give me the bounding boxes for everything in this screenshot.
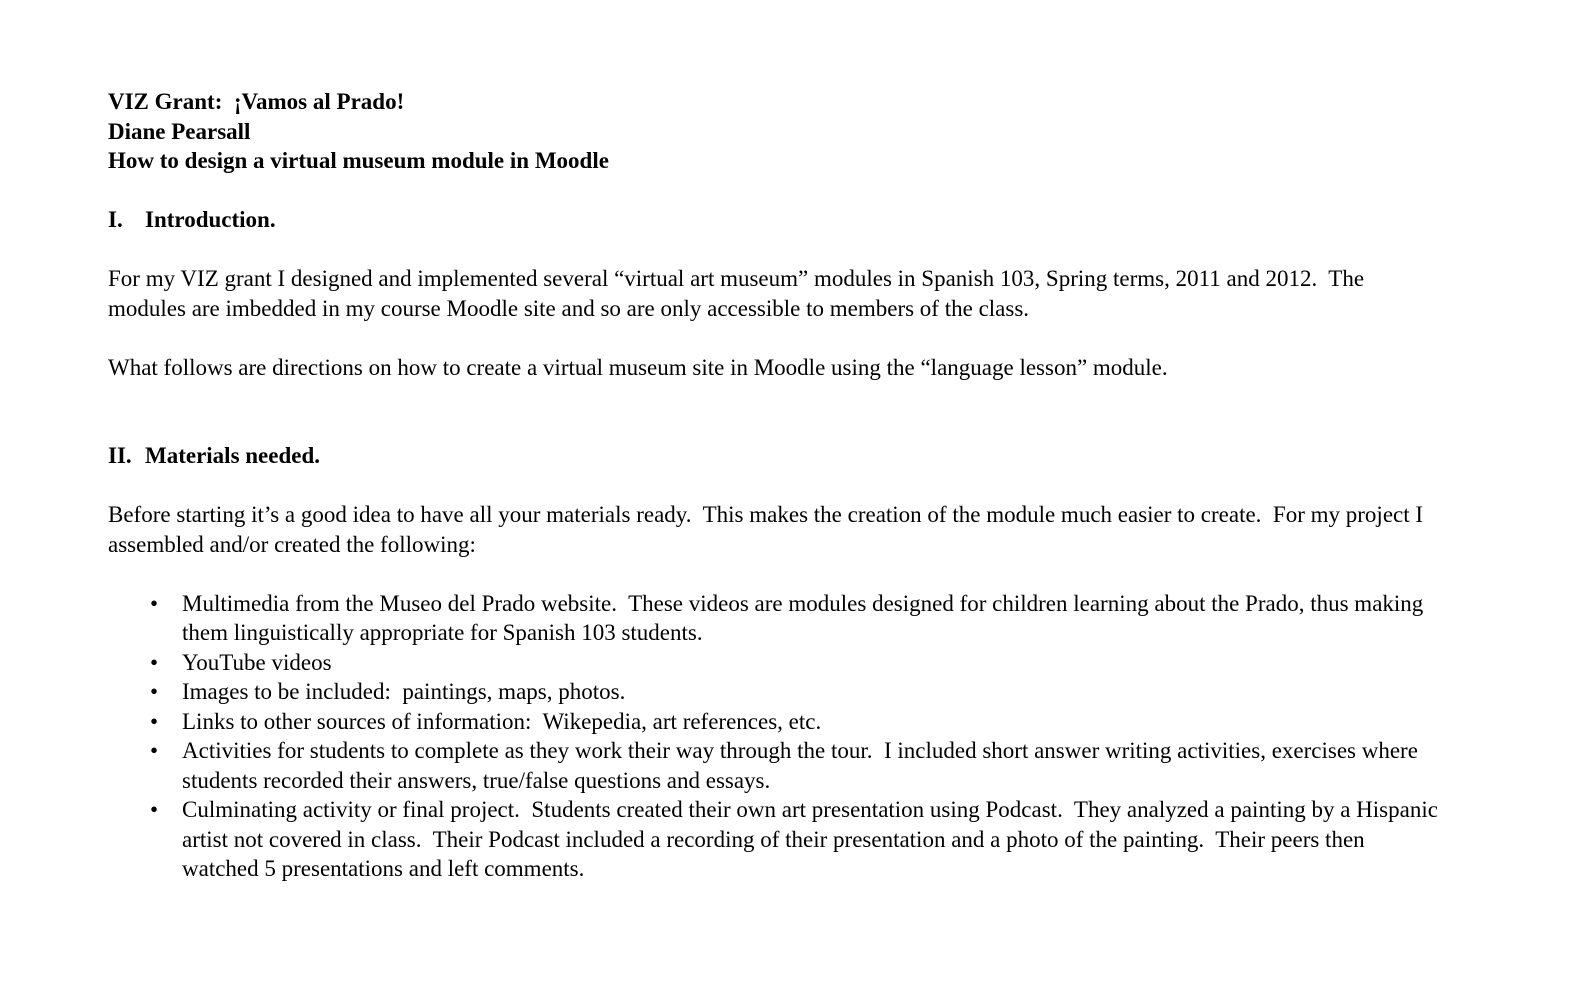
- section-1-numeral: I.: [108, 207, 123, 232]
- list-item-links: [108, 707, 1440, 737]
- list-item-youtube: [108, 648, 1440, 678]
- intro-paragraph-2: What follows are directions on how to create a virtual museum site in Moodle using the “language lesson” module.: [108, 354, 1168, 380]
- list-item-multimedia: [108, 589, 1440, 648]
- subtitle-line: How to design a virtual museum module in Moodle: [108, 148, 609, 173]
- section-2-heading: [108, 441, 1440, 471]
- list-item-text: Multimedia from the Museo del Prado website. These videos are modules designed for children learning about the Prado, thus making them linguistically appropriate for Spanish 103 students.: [182, 590, 1430, 645]
- materials-list: [108, 589, 1444, 884]
- bullet-icon: •: [150, 679, 159, 704]
- bullet-icon: •: [150, 738, 159, 763]
- section-2-numeral: II.: [108, 443, 132, 468]
- list-item-images: [108, 677, 1440, 707]
- bullet-icon: •: [150, 590, 159, 616]
- title-block: [108, 87, 1440, 176]
- list-item-activities: [108, 736, 1440, 795]
- list-item-text: Images to be included: paintings, maps, photos.: [182, 679, 626, 704]
- list-item-text: YouTube videos: [182, 649, 332, 675]
- section-2-title: Materials needed.: [145, 443, 321, 468]
- bullet-icon: •: [150, 797, 159, 822]
- document-content: [108, 87, 1444, 884]
- list-item-text: Culminating activity or final project. Students created their own art presentation using Podcast. They analyzed a painting by a Hispanic artist not covered in class. Their Podcast included a recording of their presentation and a photo of the painting. Their peers then watched 5 presentations and left comments.: [182, 797, 1444, 881]
- section-1-heading: [108, 205, 1440, 235]
- author-line: Diane Pearsall: [108, 118, 251, 144]
- section-1-title: Introduction.: [145, 207, 276, 232]
- grant-title-line: VIZ Grant: ¡Vamos al Prado!: [108, 89, 405, 114]
- list-item-text: Activities for students to complete as they work their way through the tour. I included short answer writing activities, exercises where students recorded their answers, true/false questions and essays.: [182, 738, 1424, 793]
- list-item-text: Links to other sources of information: Wikepedia, art references, etc.: [182, 708, 822, 734]
- intro-paragraph-1: For my VIZ grant I designed and implemented several “virtual art museum” modules in Spanish 103, Spring terms, 2011 and 2012. The modules are imbedded in my course Moodle site and so are only accessible to members of the class.: [108, 266, 1370, 321]
- bullet-icon: •: [150, 649, 159, 675]
- bullet-icon: •: [150, 708, 159, 734]
- list-item-culminating: [108, 795, 1444, 884]
- materials-intro-paragraph: Before starting it’s a good idea to have all your materials ready. This makes the creation of the module much easier to create. For my project I assembled and/or created the following:: [108, 502, 1429, 557]
